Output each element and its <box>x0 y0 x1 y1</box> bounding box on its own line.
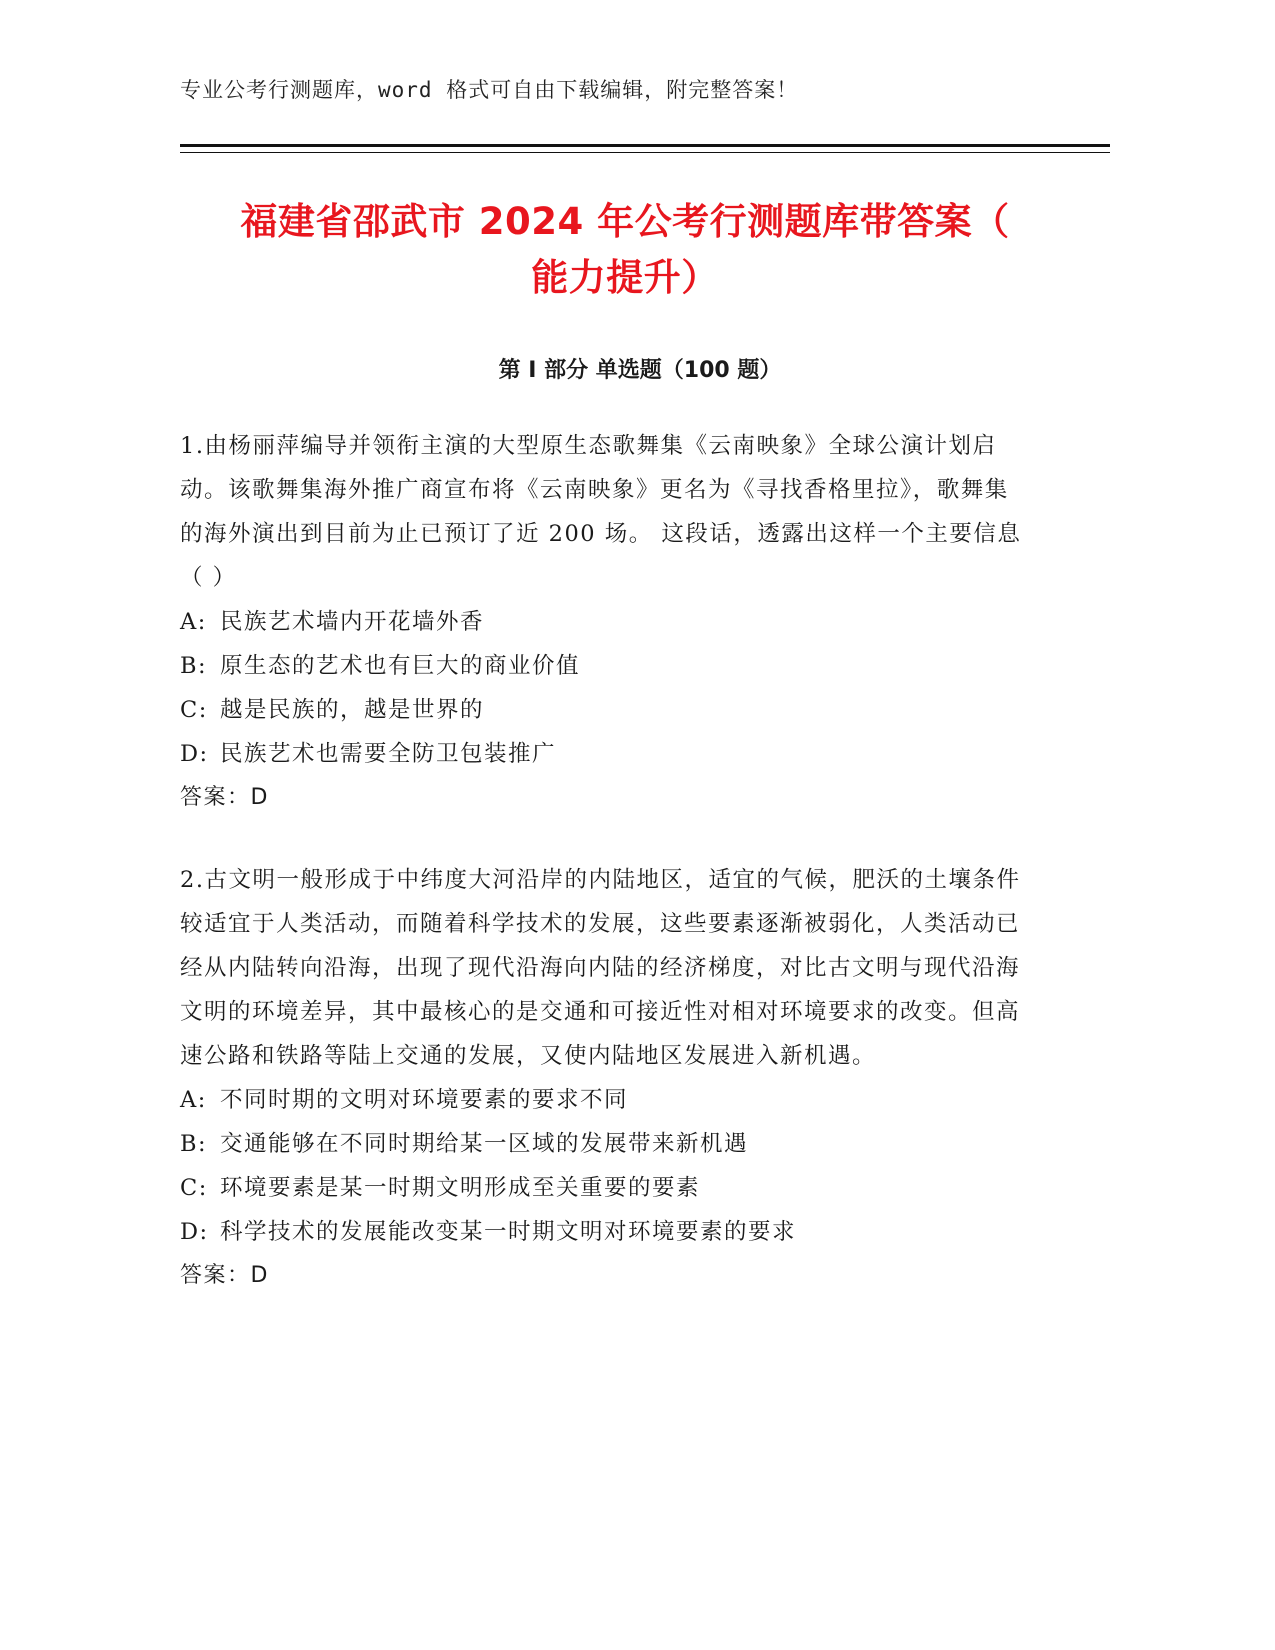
header-note: 专业公考行测题库，word 格式可自由下载编辑，附完整答案！ <box>180 78 799 102</box>
header-rule-thin <box>180 152 1110 153</box>
option-letter: B: <box>180 653 208 679</box>
option-a <box>180 600 1030 644</box>
option-text: 环境要素是某一时期文明形成至关重要的要素 <box>220 1175 701 1201</box>
option-text: 民族艺术也需要全防卫包装推广 <box>220 741 557 767</box>
question-stem: 2.古文明一般形成于中纬度大河沿岸的内陆地区，适宜的气候，肥沃的土壤条件较适宜于人类活动，而随着科学技术的发展，这些要素逐渐被弱化，人类活动已经从内陆转向沿海，出现了现代沿海向内陆的经济梯度，对比古文明与现代沿海文明的环境差异，其中最核心的是交通和可接近性对相对环境要求的改变。但高速公路和铁路等陆上交通的发展，又使内陆地区发展进入新机遇。 <box>180 867 1021 1069</box>
option-letter: A: <box>180 609 207 635</box>
document-title <box>165 194 1085 306</box>
question-stem: 1.由杨丽萍编导并领衔主演的大型原生态歌舞集《云南映象》全球公演计划启动。该歌舞集海外推广商宣布将《云南映象》更名为《寻找香格里拉》，歌舞集的海外演出到目前为止已预订了近 200 场。 这段话，透露出这样一个主要信息（ ） <box>180 433 1022 591</box>
answer-line: 答案：D <box>180 785 269 810</box>
option-letter: C: <box>180 1175 208 1201</box>
option-letter: D: <box>180 741 209 767</box>
option-letter: B: <box>180 1131 208 1157</box>
option-text: 科学技术的发展能改变某一时期文明对环境要素的要求 <box>220 1219 797 1245</box>
option-b <box>180 1122 1030 1166</box>
option-text: 原生态的艺术也有巨大的商业价值 <box>220 653 581 679</box>
option-c <box>180 688 1030 732</box>
option-letter: C: <box>180 697 208 723</box>
option-b <box>180 644 1030 688</box>
document-title-line2: 能力提升） <box>531 256 719 299</box>
option-letter: D: <box>180 1219 209 1245</box>
option-text: 民族艺术墙内开花墙外香 <box>220 609 485 635</box>
option-text: 越是民族的，越是世界的 <box>220 697 485 723</box>
question-1 <box>180 424 1030 820</box>
answer-line: 答案：D <box>180 1263 269 1288</box>
option-c <box>180 1166 1030 1210</box>
option-d <box>180 1210 1030 1254</box>
question-2 <box>180 858 1030 1298</box>
option-text: 不同时期的文明对环境要素的要求不同 <box>220 1087 629 1113</box>
section-title: 第 I 部分 单选题（100 题） <box>498 358 782 383</box>
header-rule-thick <box>180 144 1110 147</box>
option-d <box>180 732 1030 776</box>
document-title-line1: 福建省邵武市 2024 年公考行测题库带答案（ <box>240 200 1010 243</box>
option-text: 交通能够在不同时期给某一区域的发展带来新机遇 <box>220 1131 749 1157</box>
option-letter: A: <box>180 1087 207 1113</box>
option-a <box>180 1078 1030 1122</box>
